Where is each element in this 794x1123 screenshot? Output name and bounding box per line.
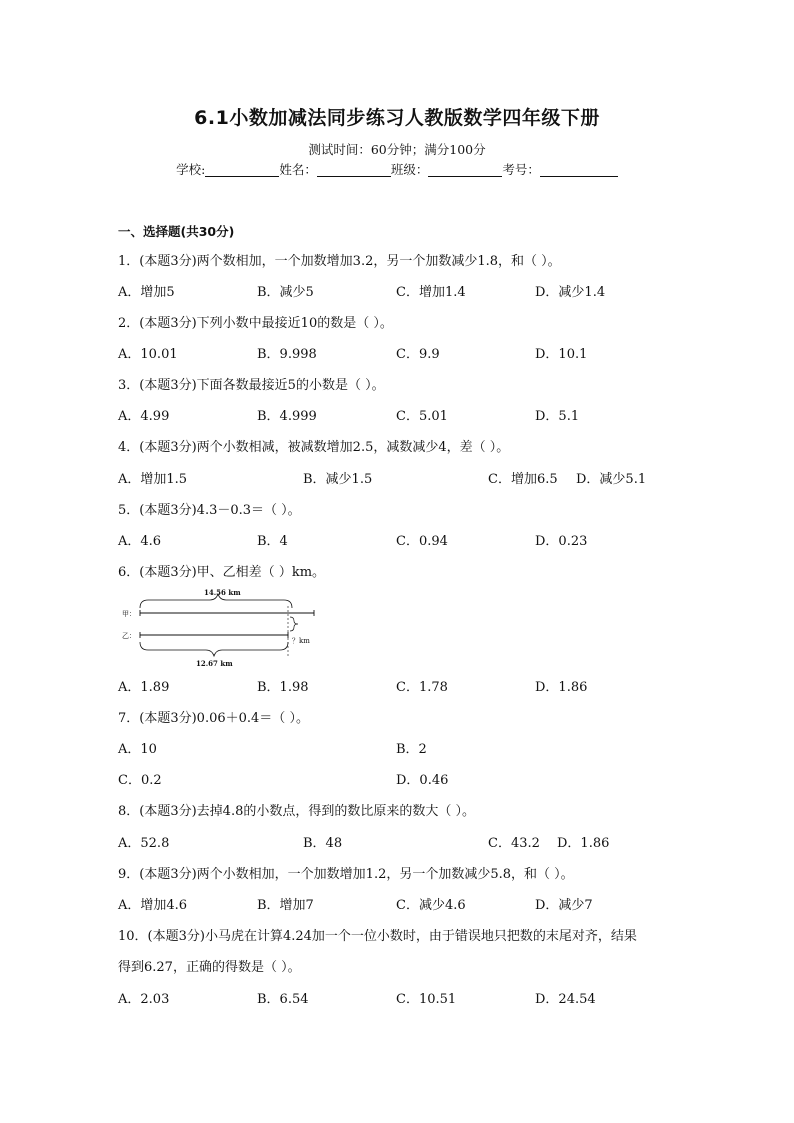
q8-option-d[interactable]: D．1.86	[557, 836, 610, 851]
q6-option-c[interactable]: C．1.78	[396, 680, 448, 695]
question-10-line-2: 得到6.27，正确的得数是（ ）。	[118, 960, 301, 975]
q1-option-d[interactable]: D．减少1.4	[535, 285, 606, 300]
q9-option-a[interactable]: A．增加4.6	[118, 898, 188, 913]
q4-option-c[interactable]: C．增加6.5	[488, 472, 558, 487]
question-1: 1．(本题3分)两个数相加，一个加数增加3.2，另一个加数减少1.8，和（ ）。	[118, 254, 561, 269]
q9-option-b[interactable]: B．增加7	[257, 898, 314, 913]
yi-label: 乙：	[122, 632, 136, 640]
school-blank[interactable]	[205, 162, 279, 177]
test-info: 测试时间：60分钟；满分100分	[308, 142, 486, 157]
q5-option-c[interactable]: C．0.94	[396, 534, 448, 549]
question-10: 10．(本题3分)小马虎在计算4.24加一个一位小数时，由于错误地只把数的末尾对齐，结果	[118, 929, 637, 944]
q7-option-c[interactable]: C．0.2	[118, 773, 162, 788]
q8-option-b[interactable]: B．48	[303, 836, 343, 851]
question-2: 2．(本题3分)下列小数中最接近10的数是（ ）。	[118, 316, 393, 331]
class-label: 班级：	[390, 162, 429, 177]
q7-option-d[interactable]: D．0.46	[396, 773, 449, 788]
q7-option-b[interactable]: B．2	[396, 742, 427, 757]
question-6: 6．(本题3分)甲、乙相差（ ）km。	[118, 565, 326, 580]
q3-option-b[interactable]: B．4.999	[257, 409, 317, 424]
q10-option-b[interactable]: B．6.54	[257, 992, 309, 1007]
exam-no-label: 考号：	[502, 162, 540, 177]
q6-option-d[interactable]: D．1.86	[535, 680, 588, 695]
distance-diagram	[118, 586, 328, 670]
student-info-line	[0, 160, 794, 178]
q3-option-d[interactable]: D．5.1	[535, 409, 580, 424]
q7-option-a[interactable]: A．10	[118, 742, 157, 757]
q10-option-a[interactable]: A．2.03	[118, 992, 170, 1007]
question-7: 7．(本题3分)0.06＋0.4＝（ ）。	[118, 711, 309, 726]
jia-label: 甲：	[122, 610, 136, 618]
bottom-brace	[140, 642, 288, 656]
q9-option-d[interactable]: D．减少7	[535, 898, 593, 913]
q8-option-c[interactable]: C．43.2	[488, 836, 540, 851]
top-length-label: 14.56 km	[204, 588, 241, 597]
bottom-length-label: 12.67 km	[196, 659, 233, 668]
section-heading: 一、选择题(共30分)	[118, 224, 235, 239]
q4-option-a[interactable]: A．增加1.5	[118, 472, 188, 487]
diff-brace	[290, 617, 298, 631]
q2-option-d[interactable]: D．10.1	[535, 347, 588, 362]
q2-option-b[interactable]: B．9.998	[257, 347, 317, 362]
q9-option-c[interactable]: C．减少4.6	[396, 898, 466, 913]
q6-option-a[interactable]: A．1.89	[118, 680, 170, 695]
name-blank[interactable]	[317, 162, 391, 177]
q10-option-d[interactable]: D．24.54	[535, 992, 596, 1007]
q1-option-c[interactable]: C．增加1.4	[396, 285, 466, 300]
question-4: 4．(本题3分)两个小数相减，被减数增加2.5，减数减少4，差（ ）。	[118, 440, 510, 455]
q6-option-b[interactable]: B．1.98	[257, 680, 309, 695]
q5-option-a[interactable]: A．4.6	[118, 534, 162, 549]
q2-option-a[interactable]: A．10.01	[118, 347, 178, 362]
q3-option-a[interactable]: A．4.99	[118, 409, 170, 424]
q1-option-b[interactable]: B．减少5	[257, 285, 314, 300]
question-9: 9．(本题3分)两个小数相加，一个加数增加1.2，另一个加数减少5.8，和（ ）。	[118, 867, 574, 882]
diff-label: ？km	[292, 637, 310, 645]
name-label: 姓名：	[279, 162, 317, 177]
q5-option-b[interactable]: B．4	[257, 534, 288, 549]
q4-option-b[interactable]: B．减少1.5	[303, 472, 373, 487]
q2-option-c[interactable]: C．9.9	[396, 347, 440, 362]
q10-option-c[interactable]: C．10.51	[396, 992, 457, 1007]
class-blank[interactable]	[428, 162, 502, 177]
q1-option-a[interactable]: A．增加5	[118, 285, 175, 300]
page-title: 6.1小数加减法同步练习人教版数学四年级下册	[194, 107, 600, 129]
q5-option-d[interactable]: D．0.23	[535, 534, 588, 549]
question-8: 8．(本题3分)去掉4.8的小数点，得到的数比原来的数大（ ）。	[118, 804, 475, 819]
exam-no-blank[interactable]	[540, 162, 618, 177]
q8-option-a[interactable]: A．52.8	[118, 836, 170, 851]
question-3: 3．(本题3分)下面各数最接近5的小数是（ ）。	[118, 378, 385, 393]
q4-option-d[interactable]: D．减少5.1	[576, 472, 647, 487]
question-5: 5．(本题3分)4.3－0.3＝（ ）。	[118, 503, 301, 518]
school-label: 学校:	[176, 162, 206, 177]
q3-option-c[interactable]: C．5.01	[396, 409, 448, 424]
